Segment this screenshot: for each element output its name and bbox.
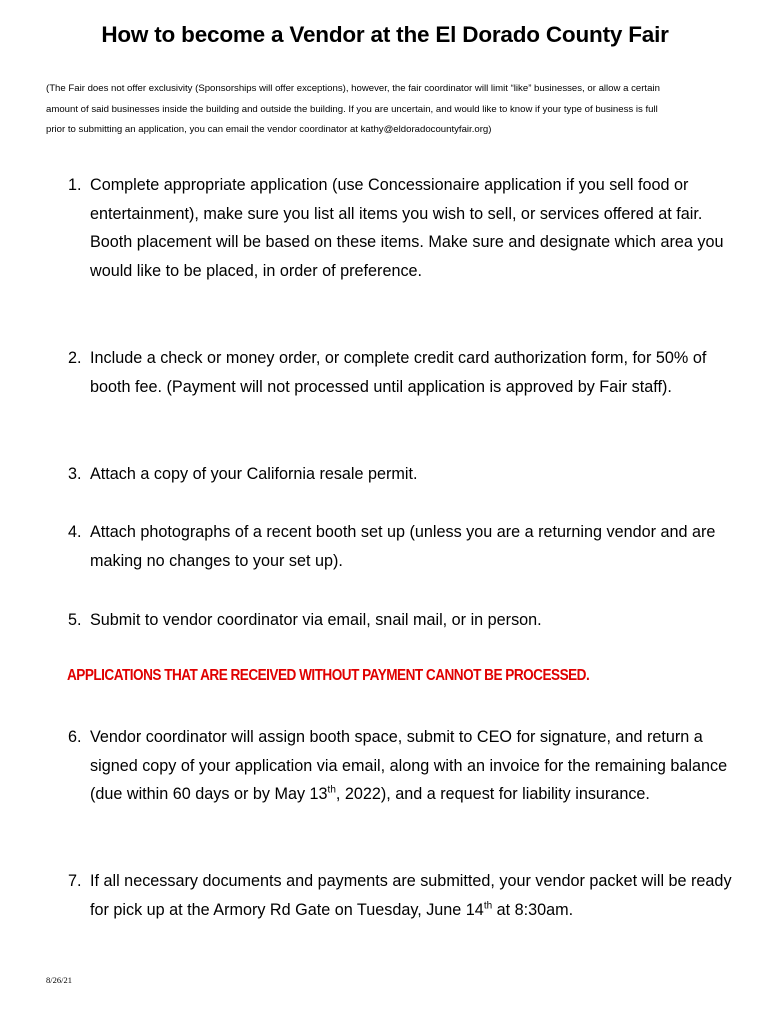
payment-warning: APPLICATIONS THAT ARE RECEIVED WITHOUT PAYMENT CANNOT BE PROCESSED. [67, 667, 590, 684]
footer-date: 8/26/21 [46, 975, 72, 985]
intro-paragraph: (The Fair does not offer exclusivity (Sponsorships will offer exceptions), however, the fair coordinator will limit “like” businesses, or allow a certain amount of said businesses inside the building and outside the building. If you are uncertain, and would like to know if your type of business is full prior to submitting an application, you can email the vendor coordinator at kathy@eldoradocountyfair.org) [46, 83, 660, 135]
list-item [68, 867, 733, 924]
step-number: 1. [68, 176, 82, 194]
step-text: Attach photographs of a recent booth set up (unless you are a returning vendor and are making no changes to your set up). [90, 523, 716, 570]
step-text: Include a check or money order, or complete credit card authorization form, for 50% of booth fee. (Payment will not processed until application is approved by Fair staff). [90, 349, 707, 396]
step-text: Vendor coordinator will assign booth space, submit to CEO for signature, and return a signed copy of your application via email, along with an invoice for the remaining balance (due within 60 days or by May 13th, 2022), and a request for liability insurance. [90, 728, 728, 804]
step-text: If all necessary documents and payments are submitted, your vendor packet will be ready for pick up at the Armory Rd Gate on Tuesday, June 14th at 8:30am. [90, 872, 732, 919]
step-number: 5. [68, 611, 82, 629]
step-number: 4. [68, 523, 82, 541]
step-text: Attach a copy of your California resale permit. [90, 465, 418, 483]
page-title: How to become a Vendor at the El Dorado County Fair [101, 22, 669, 47]
step-number: 7. [68, 872, 82, 890]
step-text: Complete appropriate application (use Concessionaire application if you sell food or entertainment), make sure you list all items you wish to sell, or services offered at fair. Booth placement will be based on these items. Make sure and designate which area you would like to be placed, in order of preference. [90, 176, 724, 281]
step-text: Submit to vendor coordinator via email, snail mail, or in person. [90, 611, 542, 629]
list-item [68, 518, 733, 575]
list-item [68, 460, 733, 489]
list-item [68, 723, 733, 809]
list-item [68, 171, 733, 286]
step-number: 6. [68, 728, 82, 746]
step-number: 2. [68, 349, 82, 367]
list-item [68, 606, 733, 635]
step-number: 3. [68, 465, 82, 483]
list-item [68, 344, 733, 401]
